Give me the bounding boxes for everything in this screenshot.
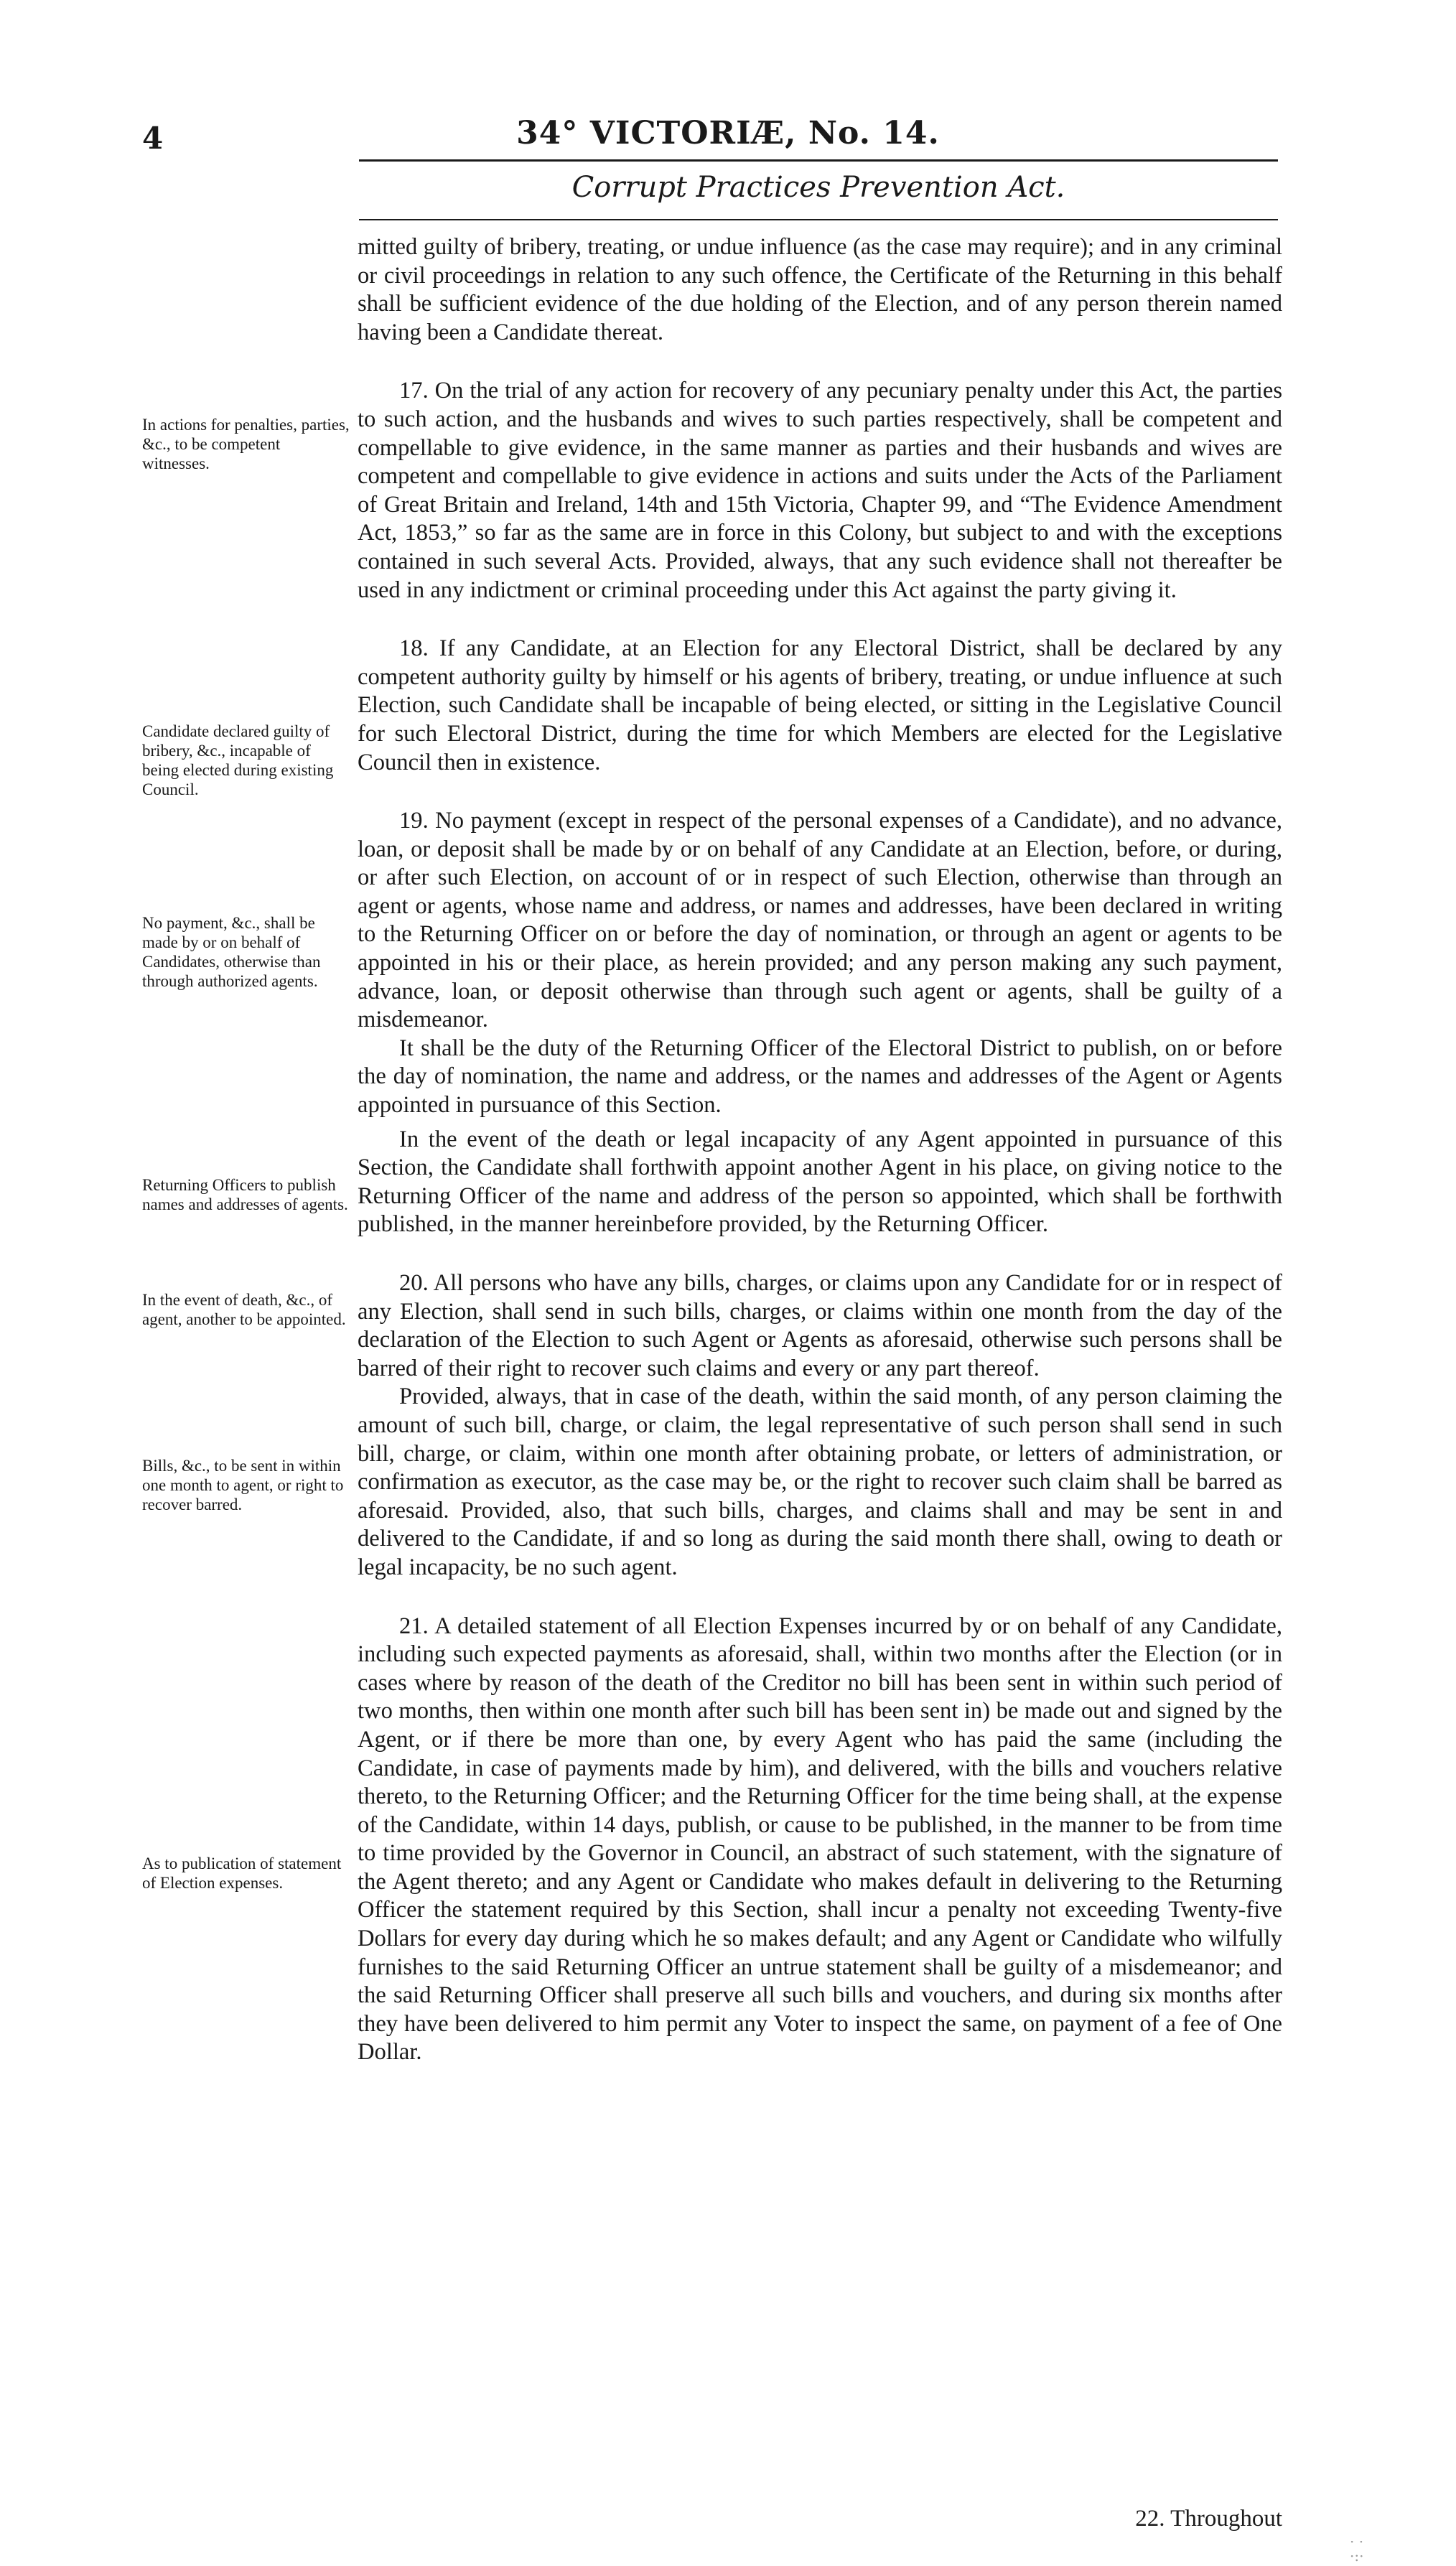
margin-note-s17: In actions for penalties, parties, &c., to be competent witnesses. — [142, 416, 350, 472]
continuation-paragraph: mitted guilty of bribery, treating, or undue influence (as the case may require); and in any criminal or civil proceedings in relation to any such offence, the Certificate of the Returning in this behalf shall be sufficient evidence of the due holding of the Election, and of any person therein named having been a Candidate thereat. — [358, 234, 1282, 345]
margin-note-s21: As to publication of statement of Election expenses. — [142, 1854, 342, 1892]
margin-note-s19-death: In the event of death, &c., of agent, another to be appointed. — [142, 1291, 346, 1328]
scan-specks: · · ·:· — [1350, 2533, 1364, 2565]
margin-note-s19: No payment, &c., shall be made by or on behalf of Candidates, otherwise than through authorized agents. — [142, 914, 321, 990]
section-20-proviso: Provided, always, that in case of the death, within the said month, of any person claiming the amount of such bill, charge, or claim, the legal representative of such person shall send in such bill, charge, or claim, within one month after obtaining probate, or letters of administration, or confirmation as executor, as the case may be, or the right to recover such claim shall be barred as aforesaid. Provided, also, that such bills, charges, and claims shall and may be sent in and delivered to the Candidate, if and so long as during the said month there shall, owing to death or legal incapacity, be no such agent. — [358, 1384, 1282, 1580]
margin-note-s19-publish: Returning Officers to publish names and addresses of agents. — [142, 1176, 348, 1213]
body-text — [358, 233, 1282, 2067]
act-subtitle: Corrupt Practices Prevention Act. — [571, 171, 1065, 204]
section-20: 20. All persons who have any bills, charges, or claims upon any Candidate for or in respect of any Election, shall send in such bills, charges, or claims within one month from the day of the declaration of the Election to such Agent or Agents as aforesaid, otherwise such persons shall be barred of their right to recover such claims and every or any part thereof. — [358, 1270, 1282, 1381]
section-19-publication: It shall be the duty of the Returning Officer of the Electoral District to publish, on or before the day of nomination, the name and address, or the names and addresses of the Agent or Agents appointed in pursuance of this Section. — [358, 1035, 1282, 1119]
section-19-death-of-agent: In the event of the death or legal incapacity of any Agent appointed in pursuance of this Section, the Candidate shall forthwith appoint another Agent in his place, on giving notice to the Returning Officer of the name and address of the person so appointed, which shall be forthwith published, in the manner hereinbefore provided, by the Returning Officer. — [358, 1126, 1282, 1238]
section-19: 19. No payment (except in respect of the personal expenses of a Candidate), and no advance, loan, or deposit shall be made by or on behalf of any Candidate at an Election, before, or during, or after such Election, on account of or in respect of such Election, otherwise than through an agent or agents, whose name and address, or names and addresses, have been declared in writing to the Returning Officer on or before the day of nomination, or through an agent or agents to be appointed in his or their place, as herein provided; and any person making any such payment, advance, loan, or deposit otherwise than through such agent or agents, shall be guilty of a misdemeanor. — [358, 808, 1282, 1033]
section-17: 17. On the trial of any action for recovery of any pecuniary penalty under this Act, the parties to such action, and the husbands and wives to such parties respectively, shall be competent and compellable to give evidence, in the same manner as parties and their husbands and wives are competent and compellable to give evidence in actions and suits under the Acts of the Parliament of Great Britain and Ireland, 14th and 15th Victoria, Chapter 99, and “The Evidence Amendment Act, 1853,” so far as the same are in force in this Colony, but subject to and with the exceptions contained in such several Acts. Provided, always, that any such evidence shall not thereafter be used in any indictment or criminal proceeding under this Act against the party giving it. — [358, 378, 1282, 603]
section-18: 18. If any Candidate, at an Election for any Electoral District, shall be declared by any competent authority guilty by himself or his agents of bribery, treating, or undue influence at such Election, such Candidate shall be incapable of being elected, or sitting in the Legislative Council for such Electoral District, during the time for which Members are elected for the Legislative Council then in existence. — [358, 635, 1282, 775]
header-rule-top — [359, 159, 1278, 162]
section-21: 21. A detailed statement of all Election Expenses incurred by or on behalf of any Candidate, including such expected payments as aforesaid, shall, within two months after the Election (or in cases where by reason of the death of the Creditor no bill has been sent in within such period of two months, then within one month after such bill has been sent in) be made out and signed by the Agent, or if there be more than one, by every Agent who has paid the same (including the Candidate, in case of payments made by him), and delivered, with the bills and vouchers relative thereto, to the Returning Officer; and the Returning Officer for the time being shall, at the expense of the Candidate, within 14 days, publish, or cause to be published, in the manner to be from time to time provided by the Governor in Council, an abstract of such statement, with the signature of the Agent thereto; and any Agent or Candidate who makes default in delivering to the Returning Officer the statement required by this Section, shall incur a penalty not exceeding Twenty-five Dollars for every day during which he so makes default; and any Agent or Candidate who wilfully furnishes to the said Returning Officer an untrue statement shall be guilty of a misdemeanor; and the said Returning Officer shall preserve all such bills and vouchers, and during six months after they have been delivered to him permit any Voter to inspect the same, on payment of a fee of One Dollar. — [358, 1613, 1282, 2066]
margin-note-s18: Candidate declared guilty of bribery, &c., incapable of being elected during existing Council. — [142, 722, 334, 798]
catchword: 22. Throughout — [1135, 2506, 1282, 2532]
page-number: 4 — [142, 121, 164, 156]
header-rule-bottom — [359, 219, 1278, 220]
running-head: 34° VICTORIÆ, No. 14. — [516, 115, 940, 151]
margin-note-s20: Bills, &c., to be sent in within one month to agent, or right to recover barred. — [142, 1457, 344, 1513]
